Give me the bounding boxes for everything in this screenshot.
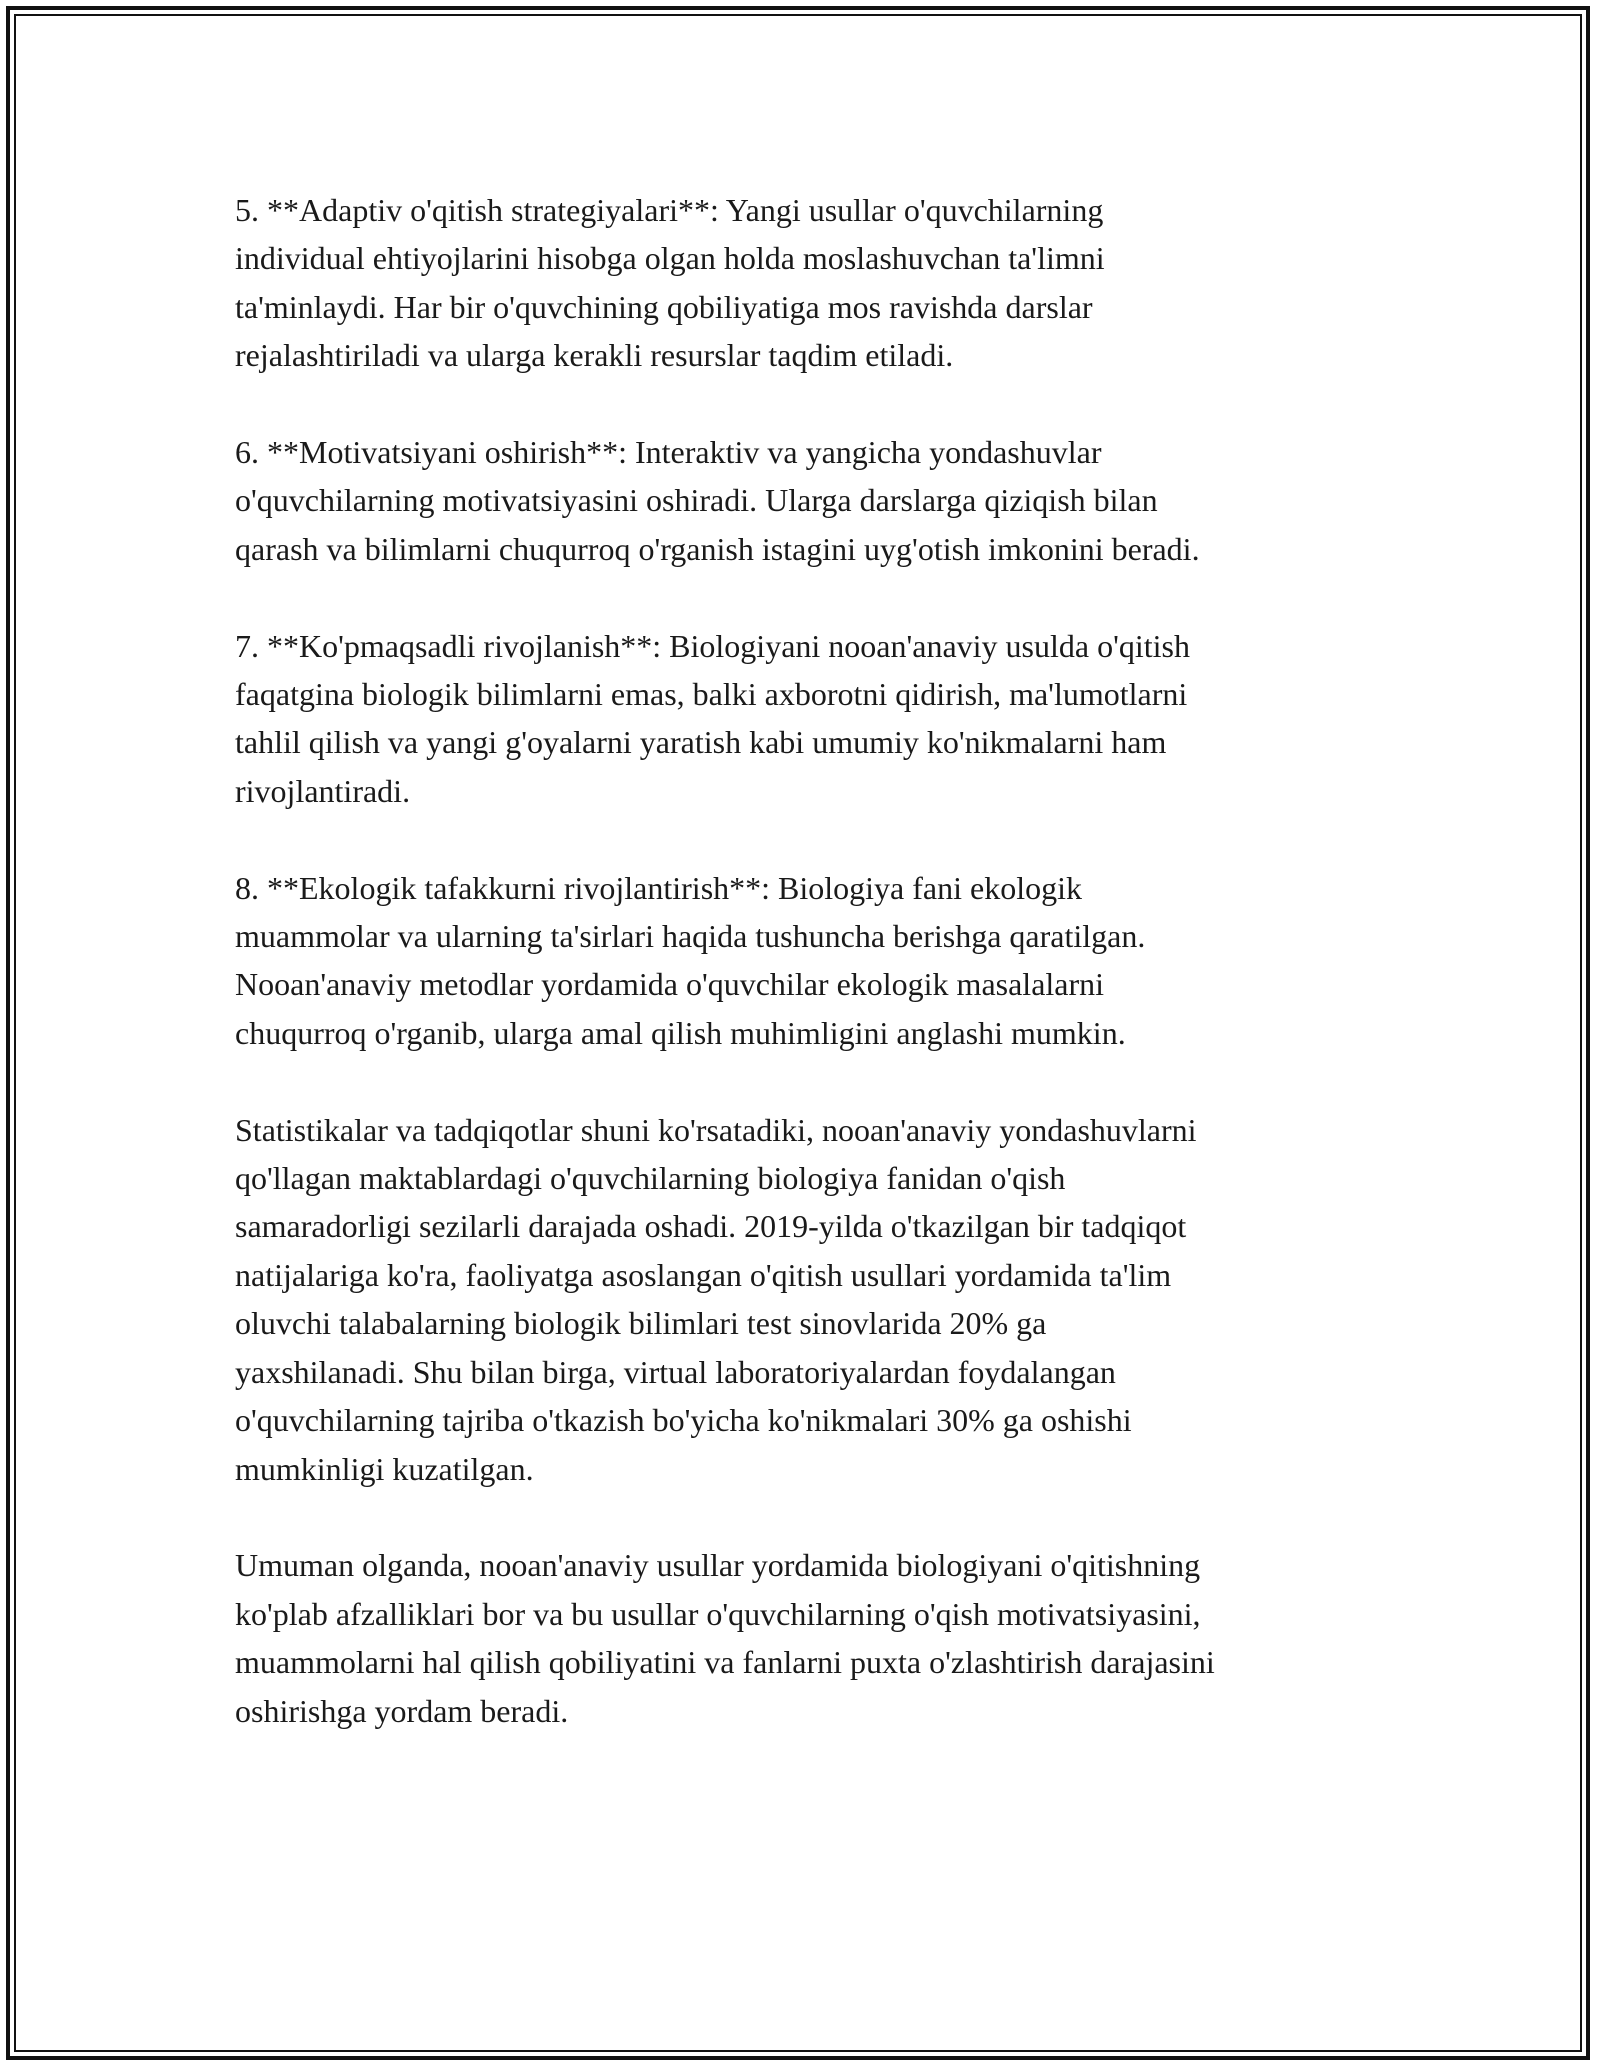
paragraph-adaptive-teaching: 5. **Adaptiv o'qitish strategiyalari**: Yangi usullar o'quvchilarning individual ehtiyojlarini hisobga olgan holda moslashuvchan ta'limni ta'minlaydi. Har bir o'quvchining qobiliyatiga mos ravishda darslar rejalashtiriladi va ularga kerakli resurslar taqdim etiladi.	[235, 192, 1105, 374]
paragraph-ecological-thinking: 8. **Ekologik tafakkurni rivojlantirish**: Biologiya fani ekologik muammolar va ularning ta'sirlari haqida tushuncha berishga qaratilgan. Nooan'anaviy metodlar yordamida o'quvchilar ekologik masalalarni chuqurroq o'rganib, ularga amal qilish muhimligini anglashi mumkin.	[235, 869, 1146, 1051]
paragraph-conclusion: Umuman olganda, nooan'anaviy usullar yordamida biologiyani o'qitishning ko'plab afzalliklari bor va bu usullar o'quvchilarning o'qish motivatsiyasini, muammolarni hal qilish qobiliyatini va fanlarni puxta o'zlashtirish darajasini oshirishga yordam beradi.	[235, 1547, 1215, 1729]
document-body	[235, 186, 1375, 1783]
paragraph-multipurpose-development: 7. **Ko'pmaqsadli rivojlanish**: Biologiyani nooan'anaviy usulda o'qitish faqatgina biologik bilimlarni emas, balki axborotni qidirish, ma'lumotlarni tahlil qilish va yangi g'oyalarni yaratish kabi umumiy ko'nikmalarni ham rivojlantiradi.	[235, 627, 1190, 809]
paragraph-motivation: 6. **Motivatsiyani oshirish**: Interaktiv va yangicha yondashuvlar o'quvchilarning motivatsiyasini oshiradi. Ularga darslarga qiziqish bilan qarash va bilimlarni chuqurroq o'rganish istagini uyg'otish imkonini beradi.	[235, 434, 1200, 567]
paragraph-statistics: Statistikalar va tadqiqotlar shuni ko'rsatadiki, nooan'anaviy yondashuvlarni qo'llagan maktablardagi o'quvchilarning biologiya fanidan o'qish samaradorligi sezilarli darajada oshadi. 2019-yilda o'tkazilgan bir tadqiqot natijalariga ko'ra, faoliyatga asoslangan o'qitish usullari yordamida ta'lim oluvchi talabalarning biologik bilimlari test sinovlarida 20% ga yaxshilanadi. Shu bilan birga, virtual laboratoriyalardan foydalangan o'quvchilarning tajriba o'tkazish bo'yicha ko'nikmalari 30% ga oshishi mumkinligi kuzatilgan.	[235, 1111, 1197, 1487]
